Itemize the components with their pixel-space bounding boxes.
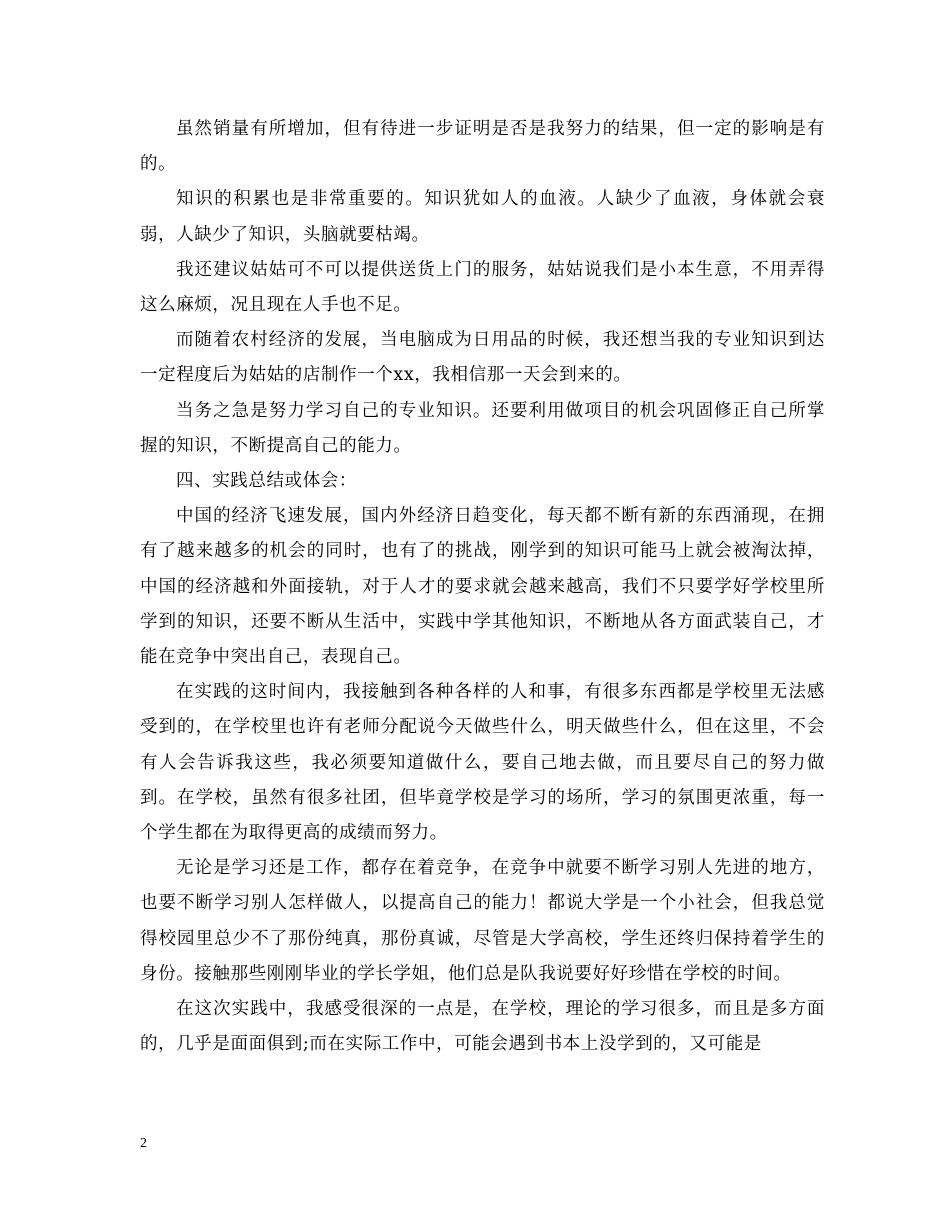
body-text xyxy=(140,112,825,1062)
paragraph: 虽然销量有所增加，但有待进一步证明是否是我努力的结果，但一定的影响是有的。 xyxy=(140,119,825,175)
page-number: 2 xyxy=(140,1136,147,1151)
paragraph: 当务之急是努力学习自己的专业知识。还要利用做项目的机会巩固修正自己所掌握的知识，不断提高自己的能力。 xyxy=(140,400,825,456)
paragraph: 在实践的这时间内，我接触到各种各样的人和事，有很多东西都是学校里无法感受到的，在学校里也许有老师分配说今天做些什么，明天做些什么，但在这里，不会有人会告诉我这些，我必须要知道做什么，要自己地去做，而且要尽自己的努力做到。在学校，虽然有很多社团，但毕竟学校是学习的场所，学习的氛围更浓重，每一个学生都在为取得更高的成绩而努力。 xyxy=(140,682,825,844)
paragraph: 知识的积累也是非常重要的。知识犹如人的血液。人缺少了血液，身体就会衰弱，人缺少了知识，头脑就要枯竭。 xyxy=(140,189,825,245)
paragraph: 我还建议姑姑可不可以提供送货上门的服务，姑姑说我们是小本生意，不用弄得这么麻烦，况且现在人手也不足。 xyxy=(140,259,825,316)
paragraph: 在这次实践中，我感受很深的一点是，在学校，理论的学习很多，而且是多方面的，几乎是面面俱到;而在实际工作中，可能会遇到书本上没学到的，又可能是 xyxy=(140,999,825,1055)
paragraph: 中国的经济飞速发展，国内外经济日趋变化，每天都不断有新的东西涌现，在拥有了越来越多的机会的同时，也有了的挑战，刚学到的知识可能马上就会被淘汰掉，中国的经济越和外面接轨，对于人才的要求就会越来越高，我们不只要学好学校里所学到的知识，还要不断从生活中，实践中学其他知识，不断地从各方面武装自己，才能在竞争中突出自己，表现自己。 xyxy=(140,506,825,668)
paragraph: 而随着农村经济的发展，当电脑成为日用品的时候，我还想当我的专业知识到达一定程度后为姑姑的店制作一个xx，我相信那一天会到来的。 xyxy=(140,330,825,386)
paragraph: 无论是学习还是工作，都存在着竞争，在竞争中就要不断学习别人先进的地方，也要不断学习别人怎样做人，以提高自己的能力！都说大学是一个小社会，但我总觉得校园里总少不了那份纯真，那份真诚，尽管是大学高校，学生还终归保持着学生的身份。接触那些刚刚毕业的学长学姐，他们总是队我说要好好珍惜在学校的时间。 xyxy=(140,858,825,984)
section-heading: 四、实践总结或体会： xyxy=(176,471,357,492)
